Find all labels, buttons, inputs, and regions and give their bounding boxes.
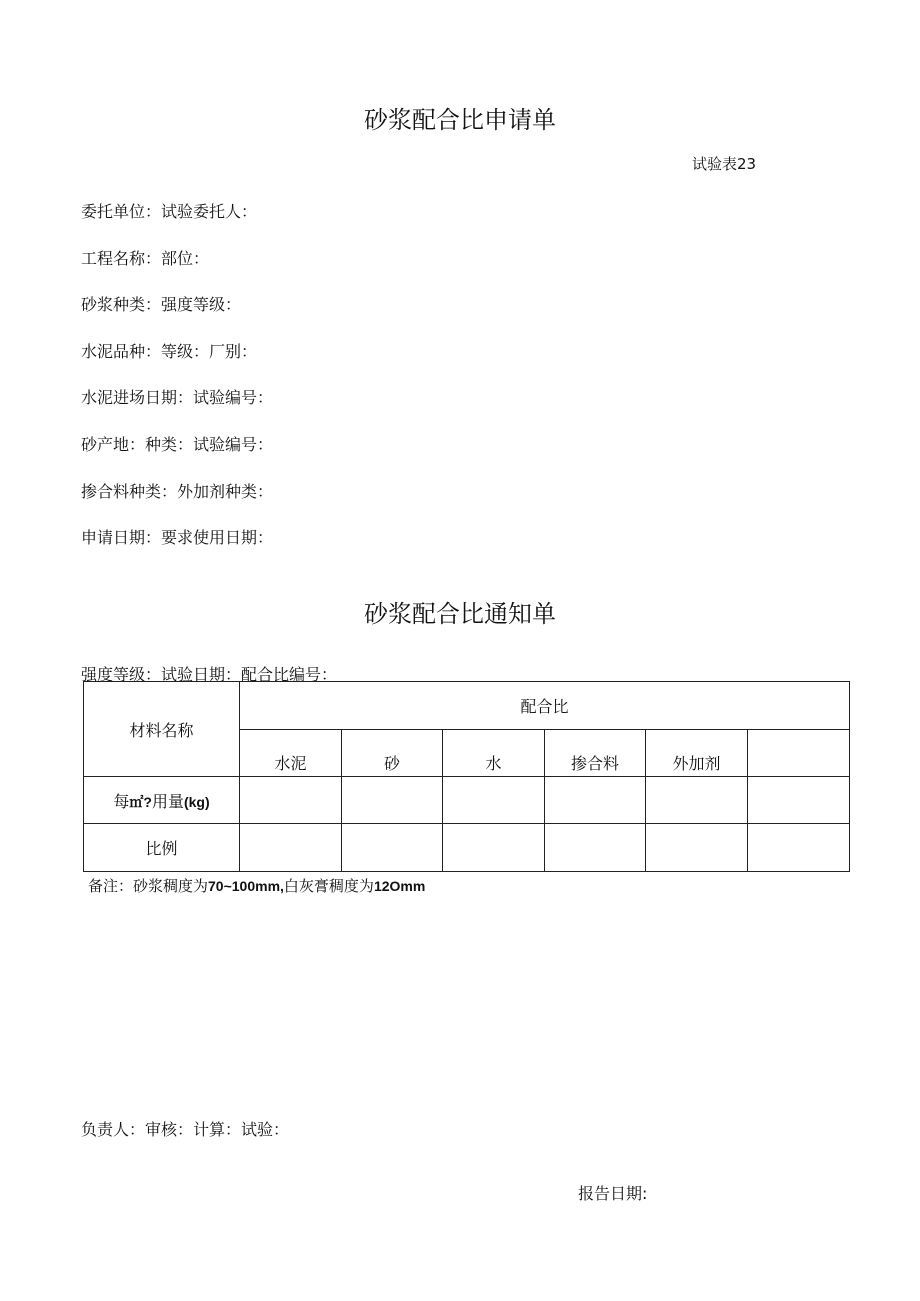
row-dosage-prefix: 每 (113, 791, 130, 811)
form-number: 试验表23 (692, 155, 757, 173)
table-cell (748, 777, 850, 824)
table-cell (443, 824, 545, 872)
field-sand-origin: 砂产地：种类：试验编号： (81, 435, 274, 454)
report-date: 报告日期: (578, 1184, 648, 1203)
row-dosage-mark: ㎡? (129, 793, 152, 810)
table-caption: 强度等级：试验日期：配合比编号： (81, 665, 338, 684)
table-cell (240, 777, 342, 824)
field-project: 工程名称：部位： (81, 249, 210, 268)
col-water: 水 (443, 730, 545, 777)
note-mid: 白灰膏稠度为 (283, 877, 374, 895)
signature-line: 负责人：审核：计算：试验： (81, 1120, 290, 1139)
note-value-2: 12Omm (373, 878, 426, 894)
note-prefix: 备注：砂浆稠度为 (88, 877, 209, 895)
table-cell (342, 824, 443, 872)
field-cement-date: 水泥进场日期：试验编号： (81, 388, 274, 407)
col-cement: 水泥 (240, 730, 342, 777)
row-ratio-label: 比例 (84, 824, 240, 872)
field-admixture: 掺合料种类：外加剂种类： (81, 482, 274, 501)
col-additive: 外加剂 (646, 730, 748, 777)
remark-note (88, 875, 425, 896)
mix-ratio-header: 配合比 (240, 682, 850, 730)
table-cell (646, 777, 748, 824)
table-cell (443, 777, 545, 824)
row-dosage-unit: (kg) (183, 793, 210, 810)
mix-ratio-table (83, 681, 850, 872)
table-cell (545, 777, 646, 824)
field-mortar-type: 砂浆种类：强度等级： (81, 295, 242, 314)
col-sand: 砂 (342, 730, 443, 777)
col-extra (748, 730, 850, 777)
row-dosage-label (84, 777, 240, 824)
field-request-date: 申请日期：要求使用日期： (81, 528, 274, 547)
note-value-1: 70~100mm, (208, 878, 284, 894)
table-cell (240, 824, 342, 872)
table-cell (342, 777, 443, 824)
table-cell (646, 824, 748, 872)
field-cement-type: 水泥品种：等级：厂别： (81, 342, 258, 361)
row-dosage-mid: 用量 (151, 791, 184, 811)
application-title: 砂浆配合比申请单 (364, 106, 556, 134)
table-cell (748, 824, 850, 872)
field-client: 委托单位：试验委托人： (81, 202, 258, 221)
notice-title: 砂浆配合比通知单 (364, 600, 556, 628)
col-blend: 掺合料 (545, 730, 646, 777)
material-name-header: 材料名称 (84, 682, 240, 777)
table-cell (545, 824, 646, 872)
